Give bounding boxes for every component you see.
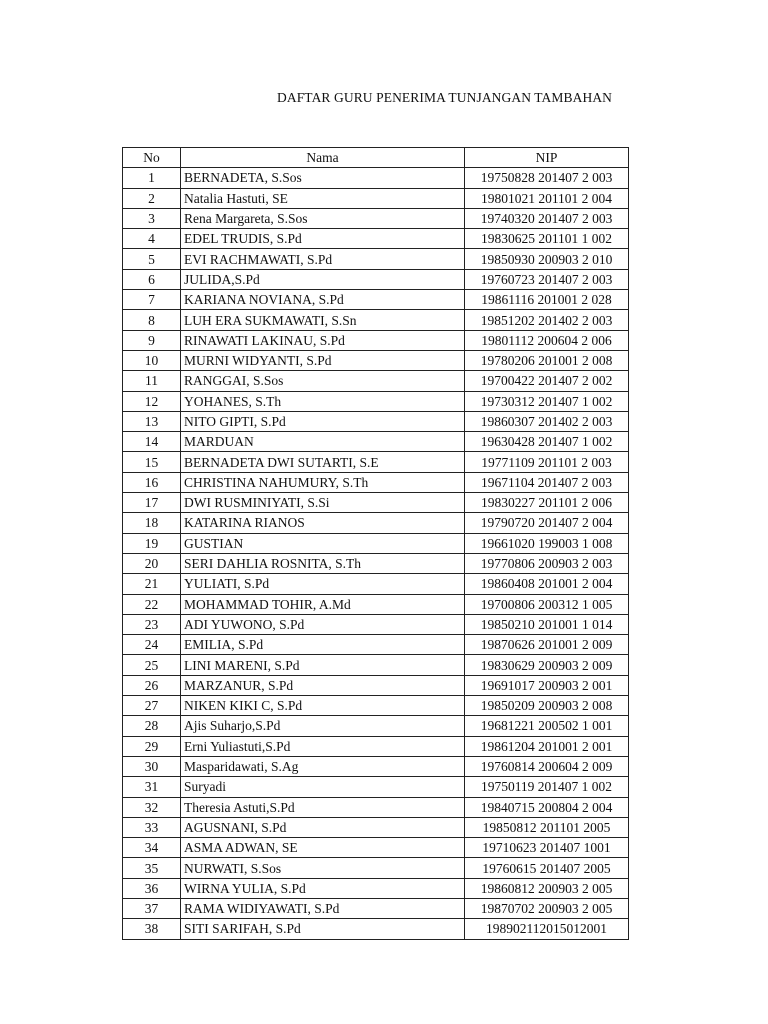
cell-no: 27 [123, 696, 181, 716]
cell-no: 35 [123, 858, 181, 878]
table-row [123, 878, 629, 898]
cell-no: 28 [123, 716, 181, 736]
table-row [123, 777, 629, 797]
cell-no: 38 [123, 919, 181, 939]
cell-nama: KARIANA NOVIANA, S.Pd [181, 290, 465, 310]
cell-nama: Natalia Hastuti, SE [181, 188, 465, 208]
cell-nip: 19830629 200903 2 009 [465, 655, 629, 675]
cell-nip: 19851202 201402 2 003 [465, 310, 629, 330]
cell-no: 20 [123, 553, 181, 573]
cell-nip: 19691017 200903 2 001 [465, 675, 629, 695]
cell-nama: EVI RACHMAWATI, S.Pd [181, 249, 465, 269]
table-row [123, 513, 629, 533]
cell-no: 18 [123, 513, 181, 533]
cell-nip: 19790720 201407 2 004 [465, 513, 629, 533]
cell-nip: 19860408 201001 2 004 [465, 574, 629, 594]
table-row [123, 574, 629, 594]
table-row [123, 675, 629, 695]
table-body [123, 168, 629, 939]
cell-nama: YULIATI, S.Pd [181, 574, 465, 594]
cell-nip: 19860307 201402 2 003 [465, 411, 629, 431]
cell-nip: 19830227 201101 2 006 [465, 493, 629, 513]
cell-nama: SITI SARIFAH, S.Pd [181, 919, 465, 939]
cell-nip: 19801021 201101 2 004 [465, 188, 629, 208]
table-row [123, 229, 629, 249]
cell-nama: Masparidawati, S.Ag [181, 756, 465, 776]
cell-no: 13 [123, 411, 181, 431]
document-title: DAFTAR GURU PENERIMA TUNJANGAN TAMBAHAN [277, 90, 613, 105]
table-row [123, 330, 629, 350]
cell-nama: NIKEN KIKI C, S.Pd [181, 696, 465, 716]
table-row [123, 208, 629, 228]
table-row [123, 249, 629, 269]
cell-nip: 198902112015012001 [465, 919, 629, 939]
cell-nama: GUSTIAN [181, 533, 465, 553]
cell-no: 29 [123, 736, 181, 756]
cell-nama: Theresia Astuti,S.Pd [181, 797, 465, 817]
cell-nip: 19630428 201407 1 002 [465, 432, 629, 452]
cell-no: 33 [123, 817, 181, 837]
cell-nip: 19730312 201407 1 002 [465, 391, 629, 411]
table-row [123, 432, 629, 452]
table-row [123, 371, 629, 391]
table-row [123, 594, 629, 614]
cell-nip: 19850812 201101 2005 [465, 817, 629, 837]
table-row [123, 655, 629, 675]
table-row [123, 898, 629, 918]
cell-no: 32 [123, 797, 181, 817]
table-row [123, 350, 629, 370]
cell-no: 36 [123, 878, 181, 898]
cell-nip: 19861204 201001 2 001 [465, 736, 629, 756]
cell-nip: 19861116 201001 2 028 [465, 290, 629, 310]
table-row [123, 411, 629, 431]
cell-nip: 19700422 201407 2 002 [465, 371, 629, 391]
cell-nip: 19710623 201407 1001 [465, 838, 629, 858]
cell-nip: 19860812 200903 2 005 [465, 878, 629, 898]
cell-no: 30 [123, 756, 181, 776]
cell-no: 19 [123, 533, 181, 553]
cell-nama: ADI YUWONO, S.Pd [181, 614, 465, 634]
cell-no: 5 [123, 249, 181, 269]
table-row [123, 290, 629, 310]
cell-nip: 19671104 201407 2 003 [465, 472, 629, 492]
table-row [123, 493, 629, 513]
table-row [123, 168, 629, 188]
cell-nama: NITO GIPTI, S.Pd [181, 411, 465, 431]
cell-nama: CHRISTINA NAHUMURY, S.Th [181, 472, 465, 492]
cell-no: 23 [123, 614, 181, 634]
cell-nama: AGUSNANI, S.Pd [181, 817, 465, 837]
cell-nama: Erni Yuliastuti,S.Pd [181, 736, 465, 756]
cell-no: 37 [123, 898, 181, 918]
cell-nama: JULIDA,S.Pd [181, 269, 465, 289]
cell-no: 12 [123, 391, 181, 411]
cell-nama: MOHAMMAD TOHIR, A.Md [181, 594, 465, 614]
cell-nip: 19760723 201407 2 003 [465, 269, 629, 289]
table-row [123, 452, 629, 472]
cell-nama: EMILIA, S.Pd [181, 635, 465, 655]
cell-nama: YOHANES, S.Th [181, 391, 465, 411]
cell-no: 25 [123, 655, 181, 675]
cell-nama: MARDUAN [181, 432, 465, 452]
cell-nama: EDEL TRUDIS, S.Pd [181, 229, 465, 249]
cell-no: 6 [123, 269, 181, 289]
cell-no: 11 [123, 371, 181, 391]
cell-no: 7 [123, 290, 181, 310]
cell-nip: 19770806 200903 2 003 [465, 553, 629, 573]
cell-no: 16 [123, 472, 181, 492]
cell-nama: Ajis Suharjo,S.Pd [181, 716, 465, 736]
cell-nama: SERI DAHLIA ROSNITA, S.Th [181, 553, 465, 573]
cell-nama: Rena Margareta, S.Sos [181, 208, 465, 228]
cell-no: 8 [123, 310, 181, 330]
table-row [123, 696, 629, 716]
cell-nip: 19760814 200604 2 009 [465, 756, 629, 776]
cell-no: 4 [123, 229, 181, 249]
cell-nip: 19850930 200903 2 010 [465, 249, 629, 269]
cell-nama: LINI MARENI, S.Pd [181, 655, 465, 675]
cell-no: 21 [123, 574, 181, 594]
cell-no: 22 [123, 594, 181, 614]
cell-nama: MURNI WIDYANTI, S.Pd [181, 350, 465, 370]
cell-nip: 19801112 200604 2 006 [465, 330, 629, 350]
cell-no: 2 [123, 188, 181, 208]
cell-nama: NURWATI, S.Sos [181, 858, 465, 878]
table-row [123, 188, 629, 208]
cell-nip: 19870626 201001 2 009 [465, 635, 629, 655]
table-header-row [123, 148, 629, 168]
header-nip: NIP [465, 148, 629, 168]
table-row [123, 472, 629, 492]
cell-nama: DWI RUSMINIYATI, S.Si [181, 493, 465, 513]
table-row [123, 635, 629, 655]
cell-nama: MARZANUR, S.Pd [181, 675, 465, 695]
table-row [123, 756, 629, 776]
cell-nip: 19771109 201101 2 003 [465, 452, 629, 472]
table-row [123, 838, 629, 858]
cell-nip: 19681221 200502 1 001 [465, 716, 629, 736]
table-row [123, 858, 629, 878]
cell-nama: WIRNA YULIA, S.Pd [181, 878, 465, 898]
cell-nama: RAMA WIDIYAWATI, S.Pd [181, 898, 465, 918]
cell-nip: 19760615 201407 2005 [465, 858, 629, 878]
table-row [123, 716, 629, 736]
table-row [123, 797, 629, 817]
table-row [123, 269, 629, 289]
cell-no: 31 [123, 777, 181, 797]
cell-no: 24 [123, 635, 181, 655]
cell-nama: RINAWATI LAKINAU, S.Pd [181, 330, 465, 350]
table-row [123, 919, 629, 939]
cell-no: 26 [123, 675, 181, 695]
table-row [123, 533, 629, 553]
cell-nama: LUH ERA SUKMAWATI, S.Sn [181, 310, 465, 330]
cell-no: 1 [123, 168, 181, 188]
cell-nip: 19840715 200804 2 004 [465, 797, 629, 817]
teacher-table [122, 147, 629, 940]
cell-nip: 19740320 201407 2 003 [465, 208, 629, 228]
cell-nip: 19750119 201407 1 002 [465, 777, 629, 797]
cell-nip: 19661020 199003 1 008 [465, 533, 629, 553]
cell-nip: 19850210 201001 1 014 [465, 614, 629, 634]
cell-nip: 19750828 201407 2 003 [465, 168, 629, 188]
cell-no: 3 [123, 208, 181, 228]
cell-no: 17 [123, 493, 181, 513]
cell-no: 10 [123, 350, 181, 370]
cell-nama: RANGGAI, S.Sos [181, 371, 465, 391]
cell-no: 14 [123, 432, 181, 452]
cell-nip: 19780206 201001 2 008 [465, 350, 629, 370]
header-nama: Nama [181, 148, 465, 168]
cell-nip: 19830625 201101 1 002 [465, 229, 629, 249]
table-row [123, 736, 629, 756]
table-row [123, 817, 629, 837]
cell-nama: BERNADETA, S.Sos [181, 168, 465, 188]
table-row [123, 614, 629, 634]
cell-nip: 19700806 200312 1 005 [465, 594, 629, 614]
table-row [123, 553, 629, 573]
table-row [123, 310, 629, 330]
cell-no: 15 [123, 452, 181, 472]
cell-no: 9 [123, 330, 181, 350]
cell-nama: ASMA ADWAN, SE [181, 838, 465, 858]
cell-nama: BERNADETA DWI SUTARTI, S.E [181, 452, 465, 472]
cell-no: 34 [123, 838, 181, 858]
table-row [123, 391, 629, 411]
cell-nip: 19870702 200903 2 005 [465, 898, 629, 918]
cell-nama: Suryadi [181, 777, 465, 797]
cell-nip: 19850209 200903 2 008 [465, 696, 629, 716]
cell-nama: KATARINA RIANOS [181, 513, 465, 533]
header-no: No [123, 148, 181, 168]
